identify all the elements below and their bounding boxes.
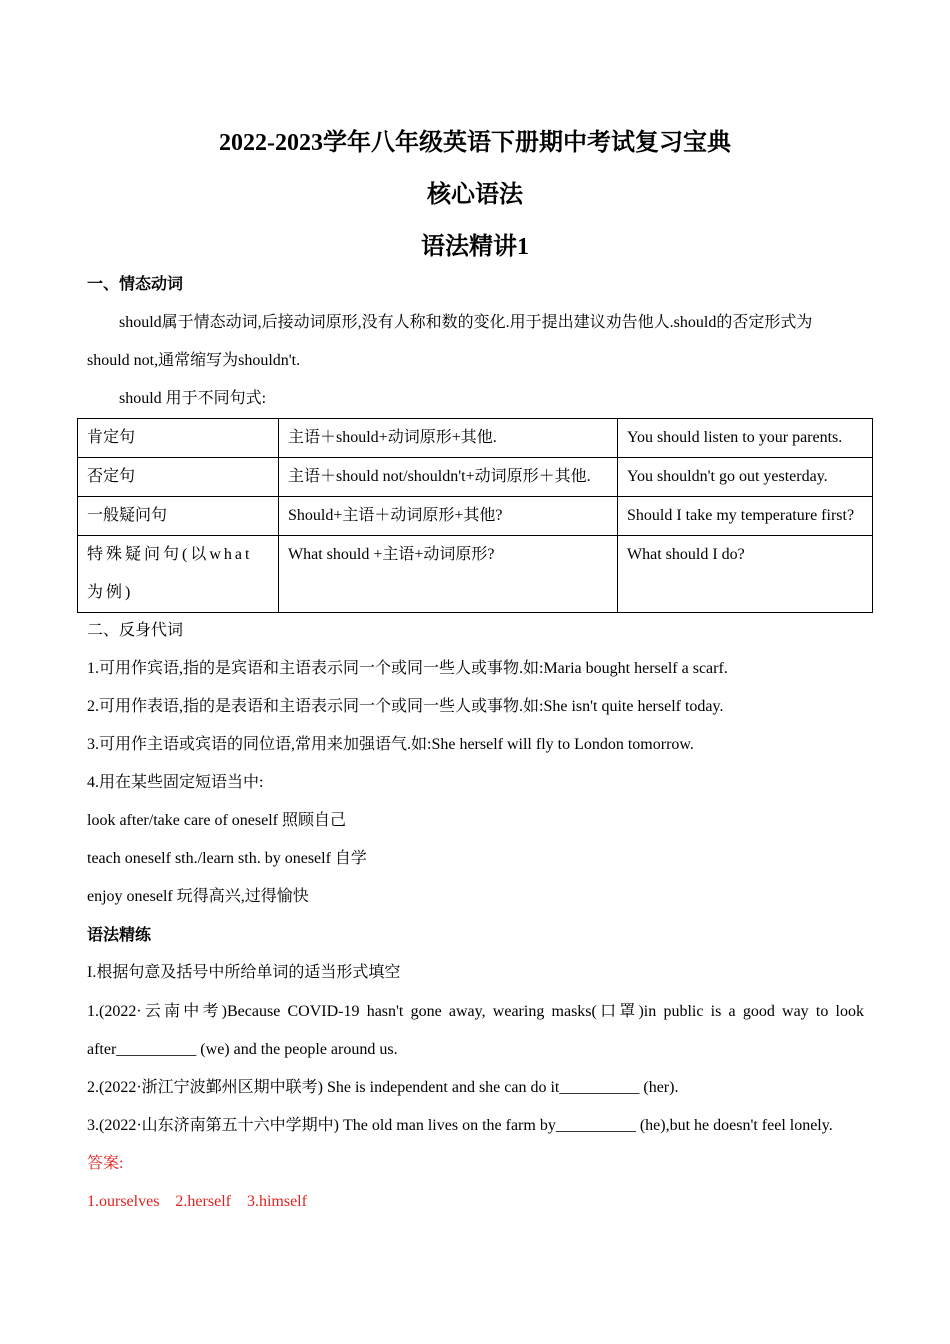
modal-verbs-paragraph-line2: should not,通常缩写为shouldn't. bbox=[87, 352, 301, 369]
reflexive-rule-2: 2.可用作表语,指的是表语和主语表示同一个或同一些人或事物.如:She isn't quite herself today. bbox=[87, 698, 724, 715]
section-title: 语法精讲1 bbox=[421, 234, 529, 260]
practice-heading: 语法精练 bbox=[87, 927, 152, 944]
pattern-cell: Should+主语＋动词原形+其他? bbox=[279, 497, 618, 536]
question-2: 2.(2022·浙江宁波鄞州区期中联考) She is independent and she can do it__________ (her). bbox=[87, 1079, 679, 1096]
should-usage-table bbox=[77, 418, 873, 613]
pattern-cell: 主语＋should not/shouldn't+动词原形＋其他. bbox=[279, 458, 618, 497]
question-1-line1: 1.(2022·云南中考)Because COVID-19 hasn't gone away, wearing masks(口罩)in public is a good way to look bbox=[87, 1003, 864, 1020]
practice-instruction: I.根据句意及括号中所给单词的适当形式填空 bbox=[87, 964, 401, 981]
reflexive-rule-4: 4.用在某些固定短语当中: bbox=[87, 774, 264, 791]
reflexive-rule-3: 3.可用作主语或宾语的同位语,常用来加强语气.如:She herself will fly to London tomorrow. bbox=[87, 736, 694, 753]
table-row bbox=[78, 497, 873, 536]
phrase-item: enjoy oneself 玩得高兴,过得愉快 bbox=[87, 888, 309, 905]
document-subtitle: 核心语法 bbox=[427, 182, 523, 208]
pattern-cell: What should +主语+动词原形? bbox=[279, 536, 618, 613]
table-row bbox=[78, 458, 873, 497]
answer-list: 1.ourselves 2.herself 3.himself bbox=[87, 1193, 307, 1210]
example-cell: You shouldn't go out yesterday. bbox=[618, 458, 873, 497]
reflexive-rule-1: 1.可用作宾语,指的是宾语和主语表示同一个或同一些人或事物.如:Maria bought herself a scarf. bbox=[87, 660, 728, 677]
reflexive-pronouns-heading: 二、反身代词 bbox=[87, 622, 184, 639]
question-1-line2: after__________ (we) and the people around us. bbox=[87, 1041, 398, 1058]
sentence-type-cell: 一般疑问句 bbox=[78, 497, 279, 536]
question-3: 3.(2022·山东济南第五十六中学期中) The old man lives on the farm by__________ (he),but he doesn't feel lonely. bbox=[87, 1117, 833, 1134]
sentence-type-cell: 特殊疑问句(以what为例) bbox=[78, 536, 279, 613]
example-cell: Should I take my temperature first? bbox=[618, 497, 873, 536]
pattern-cell: 主语＋should+动词原形+其他. bbox=[279, 419, 618, 458]
sentence-type-cell: 否定句 bbox=[78, 458, 279, 497]
example-cell: You should listen to your parents. bbox=[618, 419, 873, 458]
document-title: 2022-2023学年八年级英语下册期中考试复习宝典 bbox=[219, 130, 731, 156]
sentence-type-cell: 肯定句 bbox=[78, 419, 279, 458]
answer-label: 答案: bbox=[87, 1155, 124, 1172]
modal-verbs-heading: 一、情态动词 bbox=[87, 276, 184, 293]
table-row bbox=[78, 419, 873, 458]
sentence-types-intro: should 用于不同句式: bbox=[119, 390, 267, 407]
example-cell: What should I do? bbox=[618, 536, 873, 613]
phrase-item: look after/take care of oneself 照顾自己 bbox=[87, 812, 347, 829]
phrase-item: teach oneself sth./learn sth. by oneself 自学 bbox=[87, 850, 367, 867]
table-row bbox=[78, 536, 873, 613]
modal-verbs-paragraph-line1: should属于情态动词,后接动词原形,没有人称和数的变化.用于提出建议劝告他人.should的否定形式为 bbox=[119, 314, 813, 331]
